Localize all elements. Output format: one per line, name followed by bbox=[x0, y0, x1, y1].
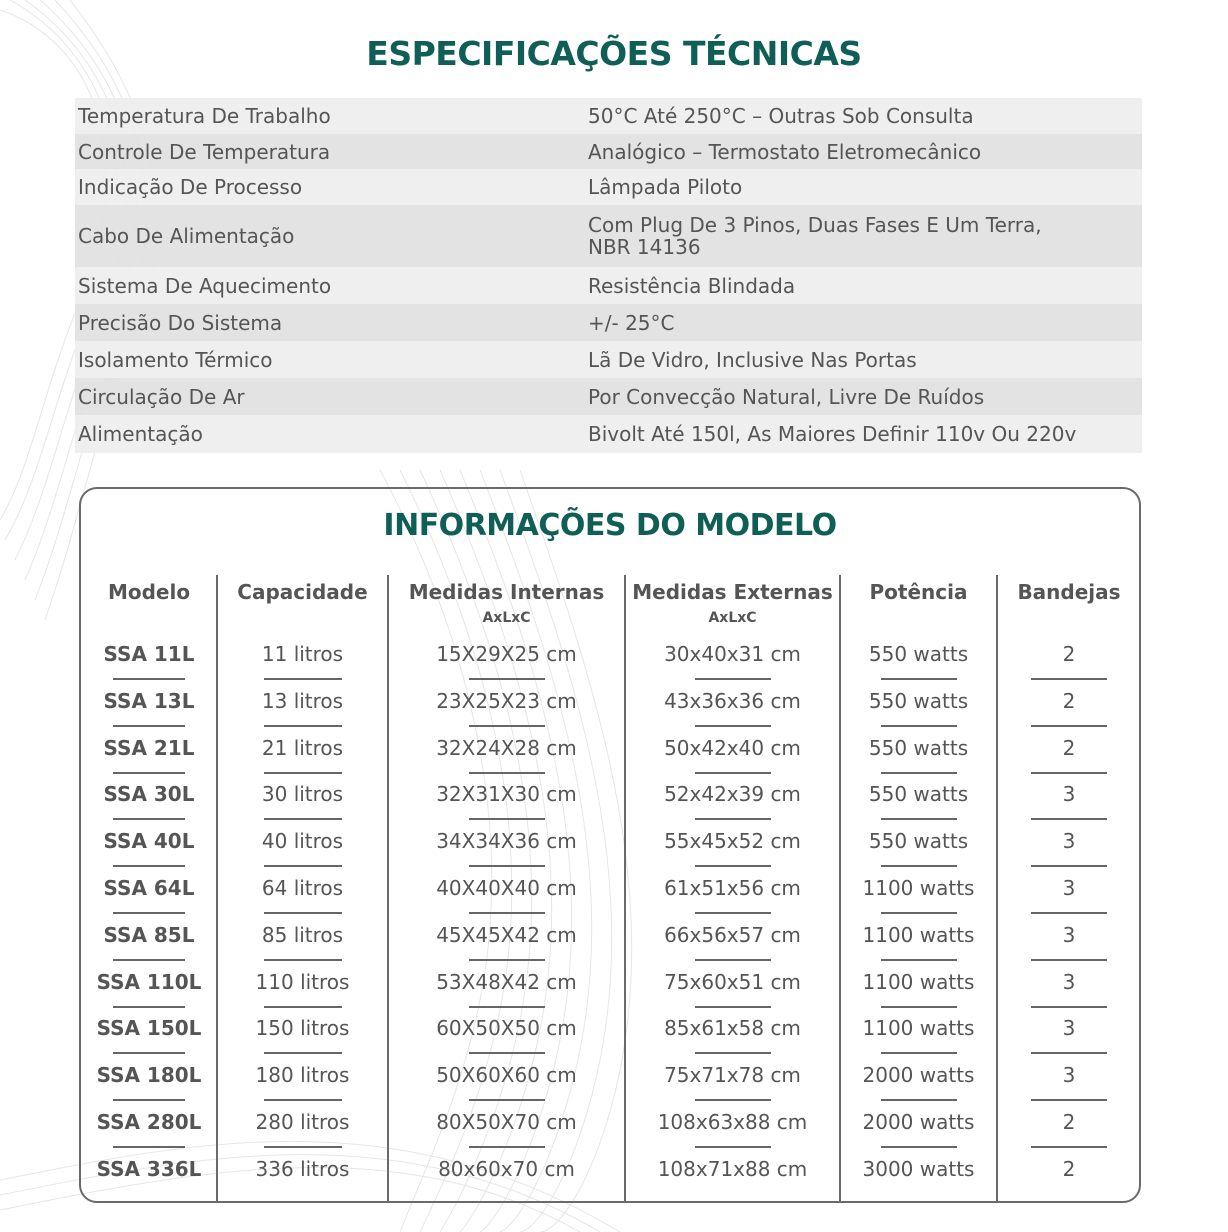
row-separator bbox=[1031, 818, 1107, 820]
row-separator bbox=[881, 1099, 957, 1101]
table-cell: 60X50X50 cm bbox=[436, 1016, 577, 1041]
row-separator bbox=[469, 772, 545, 774]
table-cell: 75x71x78 cm bbox=[664, 1063, 801, 1088]
row-separator bbox=[264, 1099, 342, 1101]
model-name: SSA 64L bbox=[103, 876, 195, 900]
row-separator bbox=[264, 725, 342, 727]
row-separator bbox=[113, 772, 185, 774]
spec-label: Indicação De Processo bbox=[78, 175, 303, 199]
model-name: SSA 180L bbox=[96, 1063, 202, 1088]
table-cell: 2 bbox=[1062, 735, 1076, 760]
table-cell: 2 bbox=[1062, 642, 1076, 666]
table-cell: 52x42x39 cm bbox=[664, 782, 801, 807]
column-subheader: AxLxC bbox=[482, 610, 531, 626]
spec-value: Lã De Vidro, Inclusive Nas Portas bbox=[588, 347, 917, 372]
spec-label: Alimentação bbox=[78, 422, 203, 446]
row-separator bbox=[695, 865, 771, 867]
spec-table bbox=[75, 98, 1142, 453]
table-cell: 3 bbox=[1062, 876, 1076, 900]
row-separator bbox=[469, 1146, 545, 1148]
row-separator bbox=[881, 678, 957, 680]
row-separator bbox=[113, 1099, 185, 1101]
row-separator bbox=[469, 959, 545, 961]
spec-label: Precisão Do Sistema bbox=[78, 310, 283, 335]
model-name: SSA 280L bbox=[96, 1110, 202, 1134]
row-separator bbox=[264, 818, 342, 820]
row-separator bbox=[264, 772, 342, 774]
table-cell: 30x40x31 cm bbox=[664, 642, 801, 666]
table-cell: 2000 watts bbox=[862, 1063, 975, 1088]
table-cell: 108x71x88 cm bbox=[657, 1156, 808, 1181]
table-cell: 3 bbox=[1062, 969, 1076, 994]
spec-row bbox=[75, 134, 1142, 169]
row-separator bbox=[1031, 1146, 1107, 1148]
table-cell: 150 litros bbox=[255, 1016, 350, 1041]
spec-label: Isolamento Térmico bbox=[78, 347, 273, 372]
row-separator bbox=[695, 912, 771, 914]
table-cell: 64 litros bbox=[261, 876, 344, 900]
row-separator bbox=[113, 865, 185, 867]
spec-row bbox=[75, 169, 1142, 205]
row-separator bbox=[264, 678, 342, 680]
model-info-panel bbox=[79, 487, 1141, 1203]
table-cell: 40 litros bbox=[261, 829, 344, 854]
row-separator bbox=[881, 725, 957, 727]
column-internal-size bbox=[388, 489, 625, 1201]
spec-value: Por Convecção Natural, Livre De Ruídos bbox=[588, 384, 985, 409]
column-header: Bandejas bbox=[1017, 580, 1121, 604]
row-separator bbox=[264, 865, 342, 867]
row-separator bbox=[264, 959, 342, 961]
table-cell: 550 watts bbox=[868, 688, 969, 713]
row-separator bbox=[113, 959, 185, 961]
model-name: SSA 85L bbox=[103, 922, 195, 947]
table-cell: 550 watts bbox=[868, 642, 969, 666]
table-cell: 2000 watts bbox=[862, 1110, 975, 1134]
spec-value: 50°C Até 250°C – Outras Sob Consulta bbox=[588, 104, 974, 128]
table-cell: 3 bbox=[1062, 1063, 1076, 1088]
spec-row bbox=[75, 341, 1142, 378]
row-separator bbox=[469, 818, 545, 820]
spec-label: Sistema De Aquecimento bbox=[78, 273, 332, 298]
table-cell: 336 litros bbox=[255, 1156, 350, 1181]
row-separator bbox=[1031, 772, 1107, 774]
model-name: SSA 30L bbox=[103, 782, 195, 807]
spec-label: Circulação De Ar bbox=[78, 384, 245, 409]
row-separator bbox=[264, 1052, 342, 1054]
spec-value: Analógico – Termostato Eletromecânico bbox=[588, 139, 982, 164]
row-separator bbox=[469, 678, 545, 680]
row-separator bbox=[264, 912, 342, 914]
row-separator bbox=[469, 1099, 545, 1101]
table-cell: 3 bbox=[1062, 782, 1076, 807]
spec-label: Controle De Temperatura bbox=[78, 139, 331, 164]
row-separator bbox=[695, 959, 771, 961]
column-subheader: AxLxC bbox=[708, 610, 757, 626]
table-cell: 3 bbox=[1062, 829, 1076, 854]
column-capacity bbox=[217, 489, 388, 1201]
row-separator bbox=[695, 1006, 771, 1008]
table-cell: 43x36x36 cm bbox=[664, 688, 801, 713]
row-separator bbox=[1031, 678, 1107, 680]
model-name: SSA 11L bbox=[103, 642, 195, 666]
spec-row bbox=[75, 205, 1142, 267]
row-separator bbox=[881, 959, 957, 961]
table-cell: 15X29X25 cm bbox=[436, 642, 577, 666]
row-separator bbox=[881, 772, 957, 774]
model-name: SSA 110L bbox=[96, 969, 202, 994]
model-name: SSA 336L bbox=[96, 1156, 202, 1181]
spec-row bbox=[75, 378, 1142, 415]
table-cell: 85x61x58 cm bbox=[664, 1016, 801, 1041]
row-separator bbox=[695, 678, 771, 680]
row-separator bbox=[264, 1006, 342, 1008]
row-separator bbox=[881, 1052, 957, 1054]
row-separator bbox=[264, 1146, 342, 1148]
row-separator bbox=[881, 1006, 957, 1008]
table-cell: 2 bbox=[1062, 1110, 1076, 1134]
table-cell: 13 litros bbox=[261, 688, 344, 713]
table-cell: 53X48X42 cm bbox=[436, 969, 577, 994]
spec-value: Resistência Blindada bbox=[588, 273, 796, 298]
row-separator bbox=[881, 912, 957, 914]
table-cell: 550 watts bbox=[868, 829, 969, 854]
table-cell: 1100 watts bbox=[862, 876, 975, 900]
column-trays bbox=[997, 489, 1141, 1201]
model-name: SSA 150L bbox=[96, 1016, 202, 1041]
spec-row bbox=[75, 415, 1142, 453]
row-separator bbox=[695, 1099, 771, 1101]
table-cell: 85 litros bbox=[261, 922, 344, 947]
spec-row bbox=[75, 98, 1142, 134]
table-cell: 80X50X70 cm bbox=[436, 1110, 577, 1134]
table-cell: 3000 watts bbox=[862, 1156, 975, 1181]
column-header: Modelo bbox=[107, 580, 191, 604]
column-header: Capacidade bbox=[237, 580, 368, 604]
table-cell: 11 litros bbox=[261, 642, 344, 666]
table-cell: 32X24X28 cm bbox=[436, 735, 577, 760]
table-cell: 2 bbox=[1062, 688, 1076, 713]
table-cell: 110 litros bbox=[255, 969, 350, 994]
row-separator bbox=[881, 1146, 957, 1148]
table-cell: 21 litros bbox=[261, 735, 344, 760]
column-power bbox=[840, 489, 997, 1201]
table-cell: 23X25X23 cm bbox=[436, 688, 577, 713]
table-cell: 3 bbox=[1062, 922, 1076, 947]
row-separator bbox=[1031, 959, 1107, 961]
table-cell: 75x60x51 cm bbox=[664, 969, 801, 994]
spec-value: Com Plug De 3 Pinos, Duas Fases E Um Terra, NBR 14136 bbox=[588, 213, 1042, 259]
row-separator bbox=[113, 1006, 185, 1008]
table-cell: 34X34X36 cm bbox=[436, 829, 577, 854]
model-name: SSA 21L bbox=[103, 735, 195, 760]
table-cell: 50x42x40 cm bbox=[664, 735, 801, 760]
column-model bbox=[81, 489, 217, 1201]
spec-value: Lâmpada Piloto bbox=[588, 175, 743, 199]
row-separator bbox=[469, 865, 545, 867]
spec-row bbox=[75, 304, 1142, 341]
table-cell: 108x63x88 cm bbox=[657, 1110, 808, 1134]
model-name: SSA 40L bbox=[103, 829, 195, 854]
row-separator bbox=[113, 818, 185, 820]
spec-label: Temperatura De Trabalho bbox=[78, 104, 331, 128]
table-cell: 55x45x52 cm bbox=[664, 829, 801, 854]
row-separator bbox=[1031, 865, 1107, 867]
row-separator bbox=[113, 912, 185, 914]
column-header: Medidas Internas bbox=[408, 580, 605, 604]
row-separator bbox=[113, 725, 185, 727]
table-cell: 45X45X42 cm bbox=[436, 922, 577, 947]
row-separator bbox=[469, 1006, 545, 1008]
row-separator bbox=[881, 865, 957, 867]
table-cell: 32X31X30 cm bbox=[436, 782, 577, 807]
table-cell: 1100 watts bbox=[862, 1016, 975, 1041]
table-cell: 1100 watts bbox=[862, 922, 975, 947]
row-separator bbox=[1031, 912, 1107, 914]
row-separator bbox=[1031, 1006, 1107, 1008]
row-separator bbox=[1031, 725, 1107, 727]
table-cell: 280 litros bbox=[255, 1110, 350, 1134]
table-cell: 2 bbox=[1062, 1156, 1076, 1181]
table-cell: 1100 watts bbox=[862, 969, 975, 994]
row-separator bbox=[695, 772, 771, 774]
spec-value: +/- 25°C bbox=[588, 310, 675, 335]
row-separator bbox=[113, 1052, 185, 1054]
table-cell: 180 litros bbox=[255, 1063, 350, 1088]
spec-label: Cabo De Alimentação bbox=[78, 224, 295, 248]
row-separator bbox=[469, 912, 545, 914]
row-separator bbox=[881, 818, 957, 820]
row-separator bbox=[1031, 1099, 1107, 1101]
spec-row bbox=[75, 267, 1142, 304]
row-separator bbox=[1031, 1052, 1107, 1054]
column-header: Potência bbox=[869, 580, 968, 604]
table-cell: 550 watts bbox=[868, 735, 969, 760]
table-cell: 66x56x57 cm bbox=[664, 922, 801, 947]
column-header: Medidas Externas bbox=[632, 580, 833, 604]
model-section-title: INFORMAÇÕES DO MODELO bbox=[383, 508, 837, 543]
row-separator bbox=[469, 1052, 545, 1054]
table-cell: 61x51x56 cm bbox=[664, 876, 801, 900]
table-cell: 3 bbox=[1062, 1016, 1076, 1041]
model-name: SSA 13L bbox=[103, 688, 195, 713]
row-separator bbox=[695, 725, 771, 727]
table-cell: 40X40X40 cm bbox=[436, 876, 577, 900]
table-cell: 30 litros bbox=[261, 782, 344, 807]
table-cell: 80x60x70 cm bbox=[438, 1156, 575, 1181]
row-separator bbox=[695, 1052, 771, 1054]
row-separator bbox=[695, 1146, 771, 1148]
row-separator bbox=[113, 1146, 185, 1148]
page-title: ESPECIFICAÇÕES TÉCNICAS bbox=[366, 34, 862, 73]
spec-value: Bivolt Até 150l, As Maiores Definir 110v Ou 220v bbox=[588, 422, 1077, 446]
table-cell: 550 watts bbox=[868, 782, 969, 807]
column-external-size bbox=[625, 489, 840, 1201]
row-separator bbox=[113, 678, 185, 680]
table-cell: 50X60X60 cm bbox=[436, 1063, 577, 1088]
row-separator bbox=[695, 818, 771, 820]
row-separator bbox=[469, 725, 545, 727]
